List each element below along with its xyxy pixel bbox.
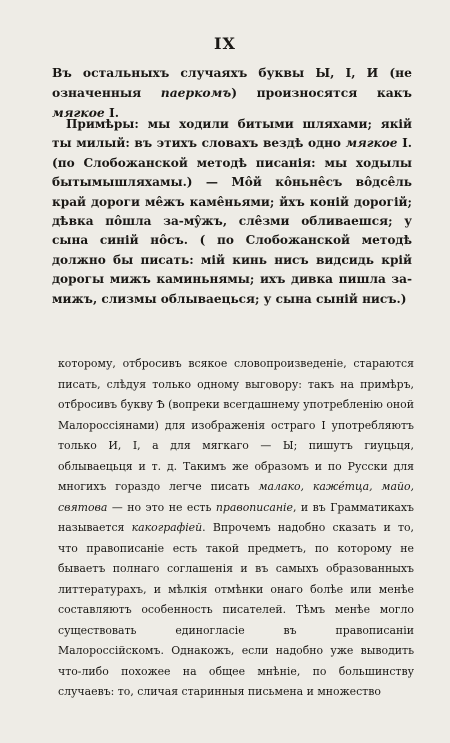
intro-emphasis: паеркомъ — [160, 85, 232, 100]
intro-text: І. — [104, 105, 120, 120]
intro-text: Въ остальныхъ случаяхъ буквы Ы, І, И (не означенныя — [52, 65, 412, 100]
page-number: IX — [214, 34, 236, 53]
intro-emphasis: мягкое — [52, 105, 105, 120]
examples-paragraph — [52, 115, 412, 309]
body-emphasis: какографіей — [131, 521, 203, 534]
body-text: , и въ Грамматикахъ называется — [58, 500, 414, 534]
body-text: . Впрочемъ надобно сказать и то, что правописаніе есть такой предметъ, по которому не бываетъ полнаго соглашенія и въ самыхъ образованныхъ литтературахъ, и мѣлкія отмѣнки онаго болѣе или менѣе составляютъ особенность писателей. Тѣмъ менѣе могло существовать единогласіе въ правописаніи Малороссійскомъ. Однакожъ, если надобно уже выводить что-либо похожее на общее мнѣніе, по большинству случаевъ: то, сличая старинныя письмена и множество — [58, 521, 414, 698]
intro-text: ) произносятся какъ — [231, 85, 412, 100]
body-text: которому, отбросивъ всякое словопроизведеніе, стараются писать, слѣдуя только одному выговору: такъ на примѣръ, отбросивъ букву Ѣ (вопреки всегдашнему употребленію оной Малороссіянами) для изображенія остраго І употребляютъ только И, І, а для мягкаго — Ы; пишутъ гиуцьця, облываецьця и т. д. Такимъ же образомъ и по Русски для многихъ гораздо легче писать — [58, 357, 414, 493]
body-text: — но это не есть — [107, 500, 216, 514]
body-emphasis: малако, каже́тца, майо, святова — [58, 480, 414, 514]
examples-text: Примѣры: мы ходили битыми шляхами; якій ты милый: въ этихъ словахъ вездѣ одно — [52, 117, 412, 151]
examples-text: І. (по Слобожанской методѣ писанія: мы ходылы бытымышляхамы.) — Мôй кôньнêсъ вôдсêль край дороги мêжъ камêньями; йхъ коній дорогій; дѣвка пôшла за-мŷжъ, слêзми обливаешся; у сына синій нôсъ. ( по Слобожанской методѣ должно бы писать: мій кинь нисъ видсидь крій дорогы мижъ каминьнямы; ихъ дивка пишла за-мижъ, слизмы облываецься; у сына сыній нисъ.) — [52, 136, 412, 306]
body-paragraph — [58, 354, 414, 703]
intro-paragraph — [52, 63, 412, 123]
body-emphasis: правописаніе — [215, 500, 293, 514]
examples-emphasis: мягкое — [345, 136, 398, 151]
